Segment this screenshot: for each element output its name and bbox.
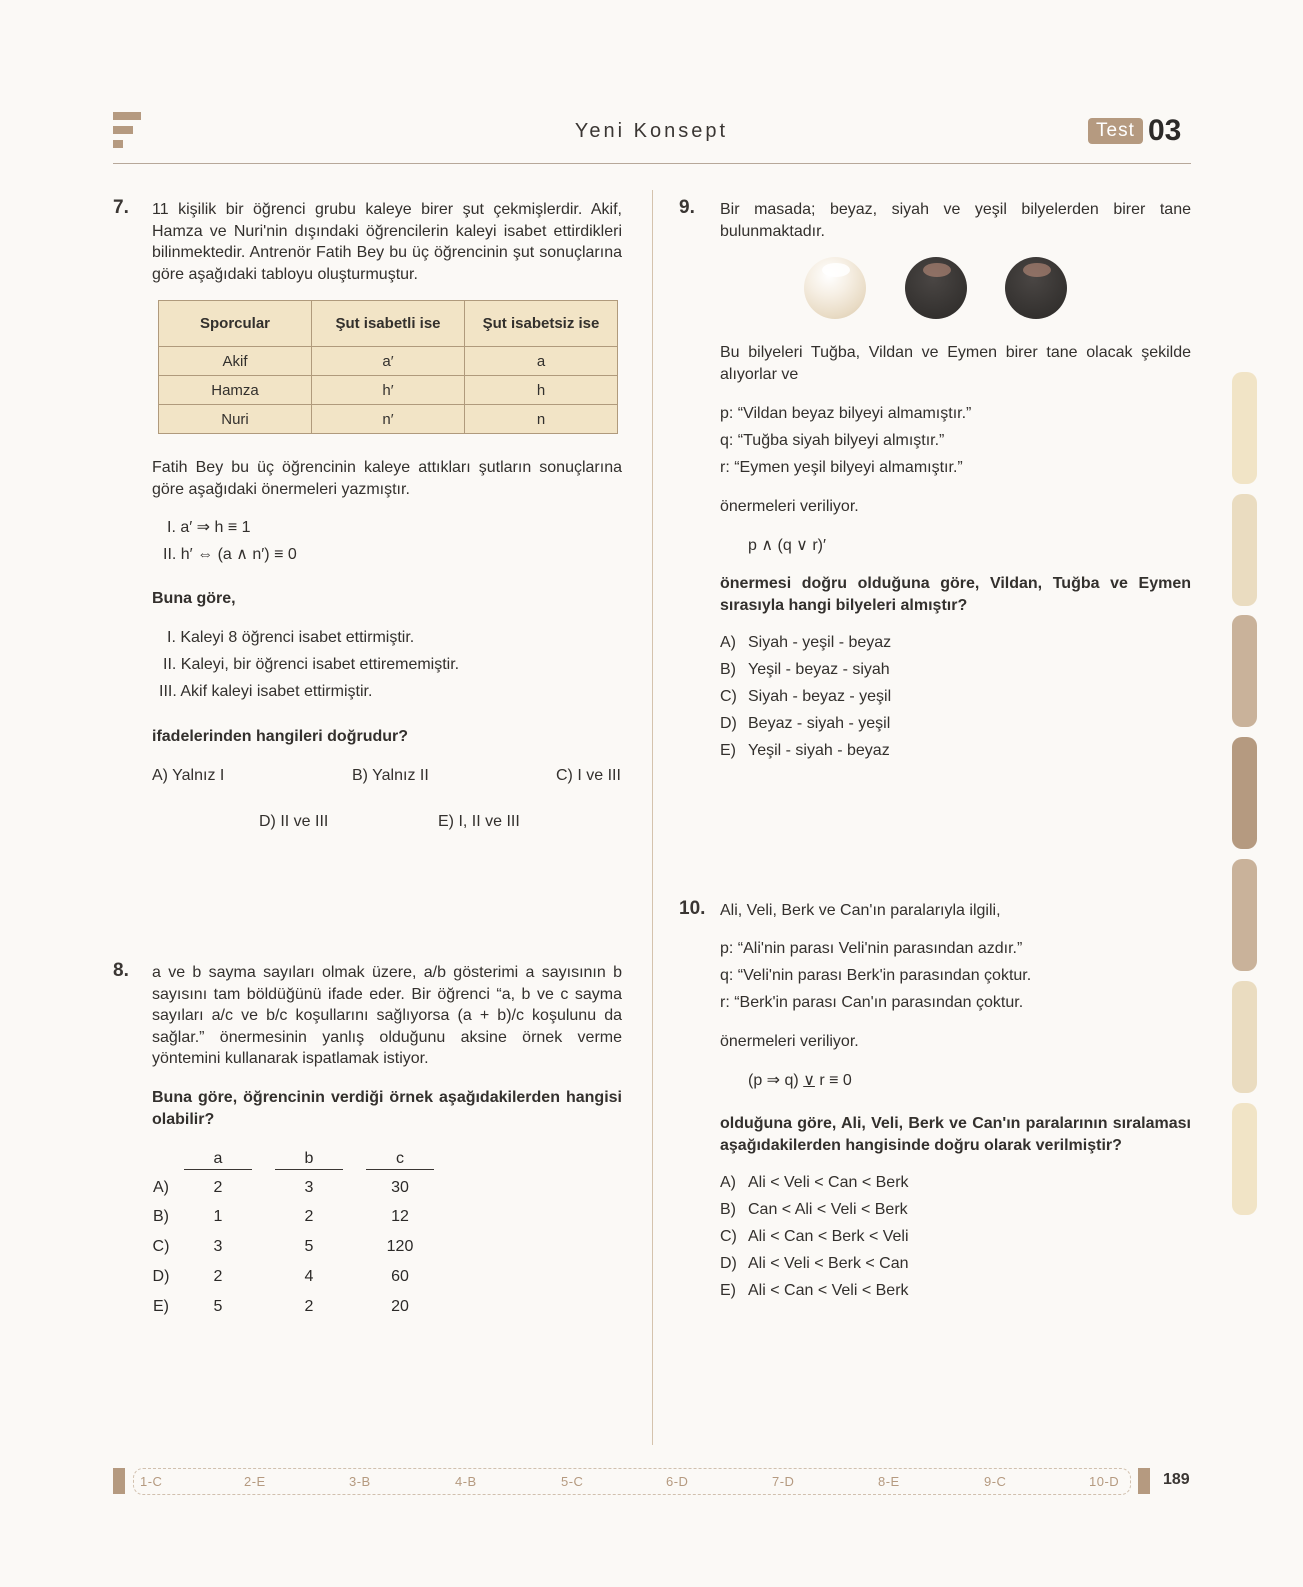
header-title: Yeni Konsept <box>574 120 729 142</box>
option-letter: A) <box>720 1174 736 1191</box>
q8-cell-c: 12 <box>391 1208 409 1225</box>
q10-prop-r: r: “Berk'in parası Can'ın parasından çoktur. <box>720 994 1024 1011</box>
q8-cell-a: 2 <box>213 1179 223 1196</box>
question-8-number: 8. <box>113 960 129 981</box>
table-cell: a′ <box>312 347 465 376</box>
answer-key-item: 2-E <box>244 1474 266 1489</box>
option-letter: A) <box>720 634 736 651</box>
q7-prompt: Buna göre, <box>152 590 236 607</box>
column-divider <box>652 190 653 1445</box>
table-cell: Hamza <box>159 376 312 405</box>
q9-prop-r: r: “Eymen yeşil bilyeyi almamıştır.” <box>720 459 963 476</box>
q8-option-letter: C) <box>152 1238 170 1255</box>
question-10-number: 10. <box>679 898 706 919</box>
question-9-number: 9. <box>679 197 695 218</box>
section-tab[interactable] <box>1232 615 1257 727</box>
question-7-number: 7. <box>113 197 129 218</box>
q8-col-b: b <box>275 1150 343 1170</box>
section-tab[interactable] <box>1232 1103 1257 1215</box>
q7-table-header: Sporcular <box>159 301 312 347</box>
answer-key-item: 6-D <box>666 1474 689 1489</box>
q7-question: ifadelerinden hangileri doğrudur? <box>152 728 409 745</box>
option-letter: E) <box>720 742 736 759</box>
option-letter: C) <box>720 688 737 705</box>
option-letter: C) <box>720 1228 737 1245</box>
question-10-intro: Ali, Veli, Berk ve Can'ın paralarıyla ilgili, <box>720 902 1001 919</box>
table-row <box>159 376 618 405</box>
white-marble <box>804 257 866 319</box>
option-letter: D) <box>720 715 737 732</box>
q10-question: olduğuna göre, Ali, Veli, Berk ve Can'ın paralarının sıralaması aşağıdakilerden hangisinde doğru olarak verilmiştir? <box>720 1115 1191 1154</box>
q7-option-c[interactable]: C) I ve III <box>556 767 621 784</box>
q8-cell-c: 60 <box>391 1268 409 1285</box>
section-tab[interactable] <box>1232 981 1257 1093</box>
question-7-text: Fatih Bey bu üç öğrencinin kaleye attıkları şutların sonuçlarına göre aşağıdaki önermeleri yazmıştır. <box>152 459 622 498</box>
q8-cell-b: 3 <box>304 1179 314 1196</box>
q7-option-a[interactable]: A) Yalnız I <box>152 767 225 784</box>
test-badge: Test <box>1088 118 1143 144</box>
q8-cell-b: 2 <box>304 1298 314 1315</box>
table-cell: n′ <box>312 405 465 434</box>
q8-col-c: c <box>366 1150 434 1170</box>
option-text: Can < Ali < Veli < Berk <box>748 1201 908 1218</box>
q7-option-e[interactable]: E) I, II ve III <box>438 813 520 830</box>
table-cell: Akif <box>159 347 312 376</box>
q8-cell-a: 3 <box>213 1238 223 1255</box>
answer-key-item: 5-C <box>561 1474 584 1489</box>
q8-cell-b: 2 <box>304 1208 314 1225</box>
q7-option-b[interactable]: B) Yalnız II <box>352 767 429 784</box>
answer-key <box>133 1468 1131 1495</box>
q8-option-row[interactable] <box>152 1298 452 1327</box>
answer-key-item: 9-C <box>984 1474 1007 1489</box>
q9-prop-p: p: “Vildan beyaz bilyeyi almamıştır.” <box>720 405 972 422</box>
table-cell: h <box>465 376 618 405</box>
section-tab[interactable] <box>1232 859 1257 971</box>
question-9-intro: Bir masada; beyaz, siyah ve yeşil bilyelerden birer tane bulunmaktadır. <box>720 201 1191 240</box>
q7-item-1: I. Kaleyi 8 öğrenci isabet ettirmiştir. <box>167 629 415 646</box>
option-text: Beyaz - siyah - yeşil <box>748 715 891 732</box>
q8-option-letter: D) <box>152 1268 170 1285</box>
question-9-text: Bu bilyeleri Tuğba, Vildan ve Eymen birer tane olacak şekilde alıyorlar ve <box>720 344 1191 383</box>
answer-key-item: 7-D <box>772 1474 795 1489</box>
q8-cell-a: 2 <box>213 1268 223 1285</box>
option-text: Ali < Veli < Berk < Can <box>748 1255 909 1272</box>
q8-option-row[interactable] <box>152 1208 452 1237</box>
q7-table-header: Şut isabetli ise <box>312 301 465 347</box>
answer-key-item: 10-D <box>1089 1474 1120 1489</box>
q8-cell-c: 30 <box>391 1179 409 1196</box>
q7-table-header: Şut isabetsiz ise <box>465 301 618 347</box>
answer-strip-left-marker <box>113 1468 125 1494</box>
question-8-question: Buna göre, öğrencinin verdiği örnek aşağıdakilerden hangisi olabilir? <box>152 1089 622 1128</box>
answer-key-item: 4-B <box>455 1474 477 1489</box>
q10-formula <box>748 1070 852 1092</box>
q10-prop-p: p: “Ali'nin parası Veli'nin parasından azdır.” <box>720 940 1023 957</box>
option-text: Siyah - yeşil - beyaz <box>748 634 892 651</box>
answer-key-item: 1-C <box>140 1474 163 1489</box>
q7-statement-1: I. a′ ⇒ h ≡ 1 <box>167 519 251 536</box>
option-text: Ali < Veli < Can < Berk <box>748 1174 909 1191</box>
q8-cell-c: 120 <box>386 1238 414 1255</box>
q7-item-2: II. Kaleyi, bir öğrenci isabet ettirememiştir. <box>163 656 460 673</box>
option-letter: B) <box>720 1201 736 1218</box>
q8-cell-a: 1 <box>213 1208 223 1225</box>
q7-statement-2: II. h′ ⇔ (a ∧ n′) ≡ 0 <box>163 546 297 563</box>
q8-option-row[interactable] <box>152 1179 452 1208</box>
table-cell: Nuri <box>159 405 312 434</box>
table-row <box>159 347 618 376</box>
formula-part: r ≡ 0 <box>814 1072 852 1089</box>
q8-cell-c: 20 <box>391 1298 409 1315</box>
option-letter: E) <box>720 1282 736 1299</box>
q8-option-letter: B) <box>153 1208 169 1225</box>
q10-given: önermeleri veriliyor. <box>720 1033 859 1050</box>
q10-prop-q: q: “Veli'nin parası Berk'in parasından çoktur. <box>720 967 1032 984</box>
q8-option-row[interactable] <box>152 1238 452 1267</box>
q7-option-d[interactable]: D) II ve III <box>259 813 329 830</box>
q8-option-letter: A) <box>153 1179 169 1196</box>
table-cell: a <box>465 347 618 376</box>
table-cell: h′ <box>312 376 465 405</box>
section-tab[interactable] <box>1232 737 1257 849</box>
header-divider <box>113 163 1191 164</box>
question-8-intro: a ve b sayma sayıları olmak üzere, a/b gösterimi a sayısının b sayısını tam böldüğünü ifade eder. Bir öğrenci “a, b ve c sayma sayıları a/c ve b/c koşullarını sağlıyorsa (a + b)/c koşulunu da sağlar.” önermesinin yanlış olduğunu aksine örnek verme yöntemini kullanarak ispatlamak istiyor. <box>152 964 622 1067</box>
test-number: 03 <box>1148 114 1182 147</box>
answer-key-item: 8-E <box>878 1474 900 1489</box>
option-text: Ali < Can < Berk < Veli <box>748 1228 909 1245</box>
q8-cell-b: 5 <box>304 1238 314 1255</box>
answer-strip-right-marker <box>1138 1468 1150 1494</box>
option-text: Ali < Can < Veli < Berk <box>748 1282 909 1299</box>
answer-key-item: 3-B <box>349 1474 371 1489</box>
q7-item-3: III. Akif kaleyi isabet ettirmiştir. <box>159 683 373 700</box>
q8-cell-b: 4 <box>304 1268 314 1285</box>
black-marble <box>1005 257 1067 319</box>
option-letter: D) <box>720 1255 737 1272</box>
q8-cell-a: 5 <box>213 1298 223 1315</box>
q9-given: önermeleri veriliyor. <box>720 498 859 515</box>
option-letter: B) <box>720 661 736 678</box>
q9-prop-q: q: “Tuğba siyah bilyeyi almıştır.” <box>720 432 945 449</box>
q8-col-a: a <box>184 1150 252 1170</box>
table-cell: n <box>465 405 618 434</box>
question-7-intro: 11 kişilik bir öğrenci grubu kaleye birer şut çekmişlerdir. Akif, Hamza ve Nuri'nin dışındaki öğrencilerin kaleyi isabet ettirdikleri bilinmektedir. Antrenör Fatih Bey bu üç öğrencinin şut sonuçlarına göre aşağıdaki tabloyu oluşturmuştur. <box>152 201 622 283</box>
q8-option-row[interactable] <box>152 1268 452 1297</box>
section-tab[interactable] <box>1232 372 1257 484</box>
option-text: Yeşil - siyah - beyaz <box>748 742 890 759</box>
table-row <box>159 405 618 434</box>
option-text: Yeşil - beyaz - siyah <box>748 661 890 678</box>
section-tab[interactable] <box>1232 494 1257 606</box>
formula-operator: ∨ <box>803 1072 815 1089</box>
q9-formula: p ∧ (q ∨ r)′ <box>748 537 826 554</box>
q7-table <box>158 300 618 434</box>
page-number: 189 <box>1163 1471 1190 1488</box>
black-marble <box>905 257 967 319</box>
formula-part: (p ⇒ q) <box>748 1072 804 1089</box>
q8-option-letter: E) <box>153 1298 169 1315</box>
option-text: Siyah - beyaz - yeşil <box>748 688 892 705</box>
q9-question: önermesi doğru olduğuna göre, Vildan, Tuğba ve Eymen sırasıyla hangi bilyeleri almıştır? <box>720 575 1191 614</box>
